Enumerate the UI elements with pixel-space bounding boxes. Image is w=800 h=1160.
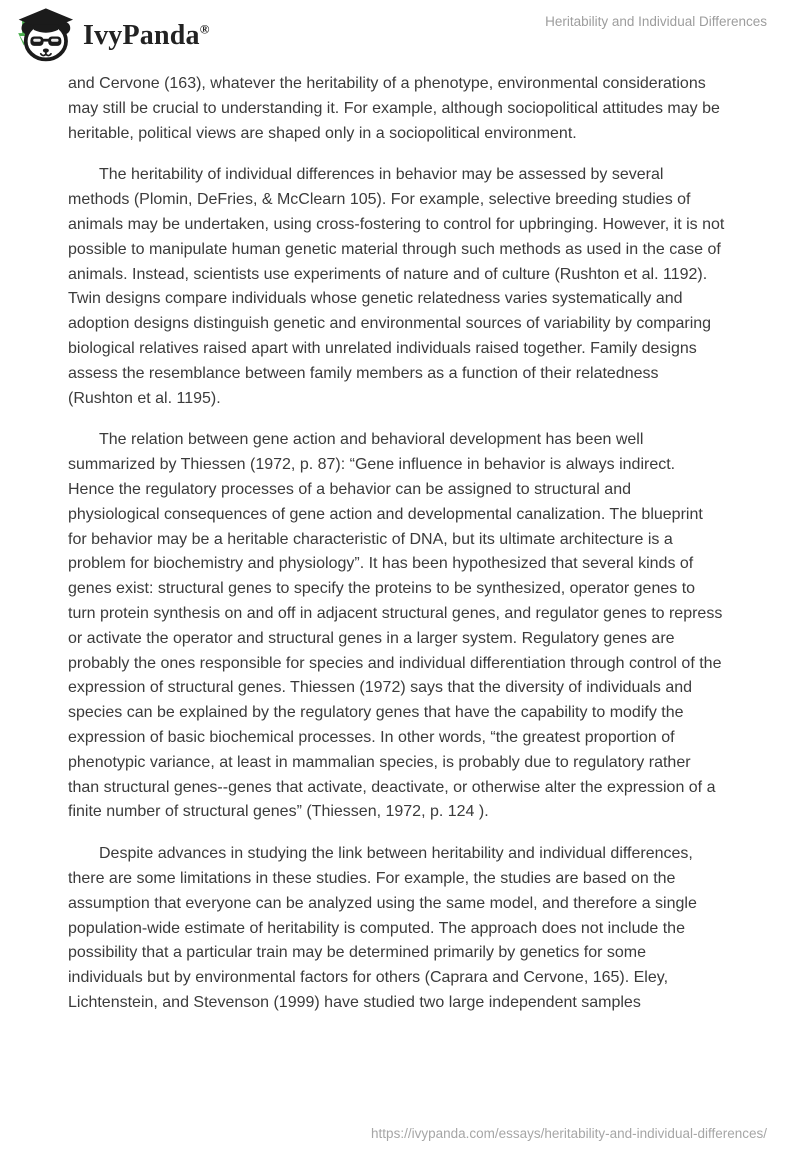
document-title: Heritability and Individual Differences	[545, 14, 767, 29]
brand	[14, 7, 210, 64]
essay-body	[68, 72, 725, 1033]
registered-trademark-symbol: ®	[199, 21, 210, 37]
paragraph-1: and Cervone (163), whatever the heritability of a phenotype, environmental considerations may still be crucial to understanding it. For example, although sociopolitical attitudes may be heritable, political views are shaped only in a sociopolitical environment.	[68, 75, 720, 142]
brand-name	[83, 19, 210, 51]
paragraph-3: The relation between gene action and behavioral development has been well summarized by Thiessen (1972, p. 87): “Gene influence in behavior is always indirect. Hence the regulatory processes of a behavior can be assigned to structural and physiological consequences of gene action and developmental canalization. The blueprint for behavior may be a heritable characteristic of DNA, but its ultimate architecture is a problem for biochemistry and physiology”. It has been hypothesized that several kinds of genes exist: structural genes to specify the proteins to be synthesized, operator genes to turn protein synthesis on and off in adjacent structural genes, and regulator genes to repress or activate the operator and structural genes in a larger system. Regulatory genes are probably the ones responsible for species and individual differentiation through control of the expression of structural genes. Thiessen (1972) says that the diversity of individuals and species can be explained by the regulatory genes that have the capability to modify the expression of basic biochemical processes. In other words, “the greatest proportion of phenotypic variance, at least in mammalian species, is probably due to regulatory rather than structural genes--genes that activate, deactivate, or otherwise alter the expression of a finite number of structural genes” (Thiessen, 1972, p. 124 ).	[68, 431, 723, 821]
paragraph-4: Despite advances in studying the link between heritability and individual differences, there are some limitations in these studies. For example, the studies are based on the assumption that everyone can be analyzed using the same model, and therefore a single population-wide estimate of heritability is computed. The approach does not include the possibility that a particular train may be determined primarily by genetics for some individuals but by environmental factors for others (Caprara and Cervone, 165). Eley, Lichtenstein, and Stevenson (1999) have studied two large independent samples	[68, 845, 697, 1011]
brand-name-text: IvyPanda	[83, 19, 200, 51]
ivypanda-panda-logo-icon	[14, 7, 74, 64]
paragraph-2: The heritability of individual differences in behavior may be assessed by several methods (Plomin, DeFries, & McClearn 105). For example, selective breeding studies of animals may be undertaken, using cross-fostering to control for upbringing. However, it is not possible to manipulate human genetic material through such methods as used in the case of animals. Instead, scientists use experiments of nature and of culture (Rushton et al. 1192). Twin designs compare individuals whose genetic relatedness varies systematically and adoption designs distinguish genetic and environmental sources of variability by comparing biological relatives raised apart with unrelated individuals raised together. Family designs assess the resemblance between family members as a function of their relatedness (Rushton et al. 1195).	[68, 166, 725, 407]
source-url: https://ivypanda.com/essays/heritability-and-individual-differences/	[371, 1126, 767, 1141]
page-footer	[371, 1126, 767, 1141]
